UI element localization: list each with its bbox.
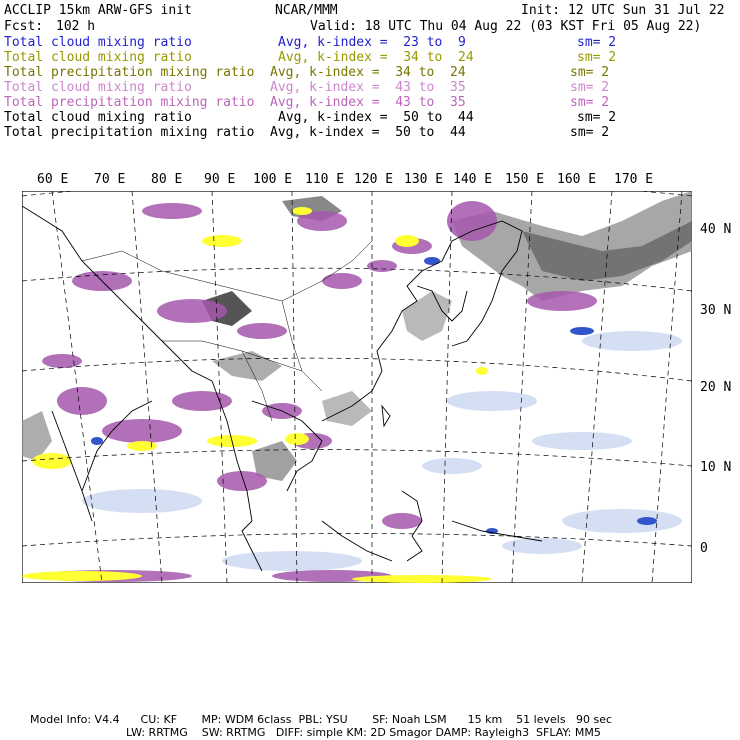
longitude-label: 90 E (204, 172, 236, 187)
longitude-label: 60 E (37, 172, 69, 187)
legend-smoothing: sm= 2 (570, 95, 610, 110)
legend-field-name: Total precipitation mixing ratio (4, 125, 255, 140)
legend-field-name: Total cloud mixing ratio (4, 80, 192, 95)
legend-avg-range: Avg, k-index = 34 to 24 (278, 50, 474, 65)
latitude-label: 0 (700, 541, 708, 556)
weather-map (22, 191, 692, 583)
latitude-label: 30 N (700, 303, 732, 318)
longitude-label: 130 E (404, 172, 444, 187)
legend-avg-range: Avg, k-index = 43 to 35 (270, 80, 466, 95)
model-title: ACCLIP 15km ARW-GFS init (4, 3, 192, 18)
forecast-hour: 102 h (56, 19, 96, 34)
legend-field-name: Total cloud mixing ratio (4, 50, 192, 65)
legend-smoothing: sm= 2 (577, 110, 617, 125)
forecast-label: Fcst: (4, 19, 44, 34)
latitude-label: 20 N (700, 380, 732, 395)
longitude-label: 70 E (94, 172, 126, 187)
org-label: NCAR/MMM (275, 3, 338, 18)
latitude-label: 10 N (700, 460, 732, 475)
longitude-label: 150 E (505, 172, 545, 187)
legend-avg-range: Avg, k-index = 23 to 9 (278, 35, 466, 50)
legend-smoothing: sm= 2 (577, 50, 617, 65)
legend-field-name: Total cloud mixing ratio (4, 35, 192, 50)
legend-smoothing: sm= 2 (570, 65, 610, 80)
legend-avg-range: Avg, k-index = 50 to 44 (270, 125, 466, 140)
longitude-label: 80 E (151, 172, 183, 187)
model-info-line1: Model Info: V4.4 CU: KF MP: WDM 6class PBL: YSU SF: Noah LSM 15 km 51 levels 90 sec (30, 713, 613, 726)
latitude-label: 40 N (700, 222, 732, 237)
longitude-label: 140 E (453, 172, 493, 187)
longitude-label: 160 E (557, 172, 597, 187)
legend-avg-range: Avg, k-index = 34 to 24 (270, 65, 466, 80)
legend-field-name: Total precipitation mixing ratio (4, 65, 255, 80)
longitude-label: 110 E (305, 172, 345, 187)
init-time: Init: 12 UTC Sun 31 Jul 22 (521, 3, 725, 18)
longitude-label: 120 E (354, 172, 394, 187)
model-info-line2: LW: RRTMG SW: RRTMG DIFF: simple KM: 2D Smagor DAMP: Rayleigh3 SFLAY: MM5 (126, 726, 601, 739)
legend-field-name: Total cloud mixing ratio (4, 110, 192, 125)
legend-smoothing: sm= 2 (577, 35, 617, 50)
longitude-label: 170 E (614, 172, 654, 187)
legend-avg-range: Avg, k-index = 50 to 44 (278, 110, 474, 125)
legend-smoothing: sm= 2 (570, 125, 610, 140)
legend-field-name: Total precipitation mixing ratio (4, 95, 255, 110)
longitude-label: 100 E (253, 172, 293, 187)
legend-avg-range: Avg, k-index = 43 to 35 (270, 95, 466, 110)
legend-smoothing: sm= 2 (570, 80, 610, 95)
valid-time: Valid: 18 UTC Thu 04 Aug 22 (03 KST Fri 05 Aug 22) (310, 19, 702, 34)
